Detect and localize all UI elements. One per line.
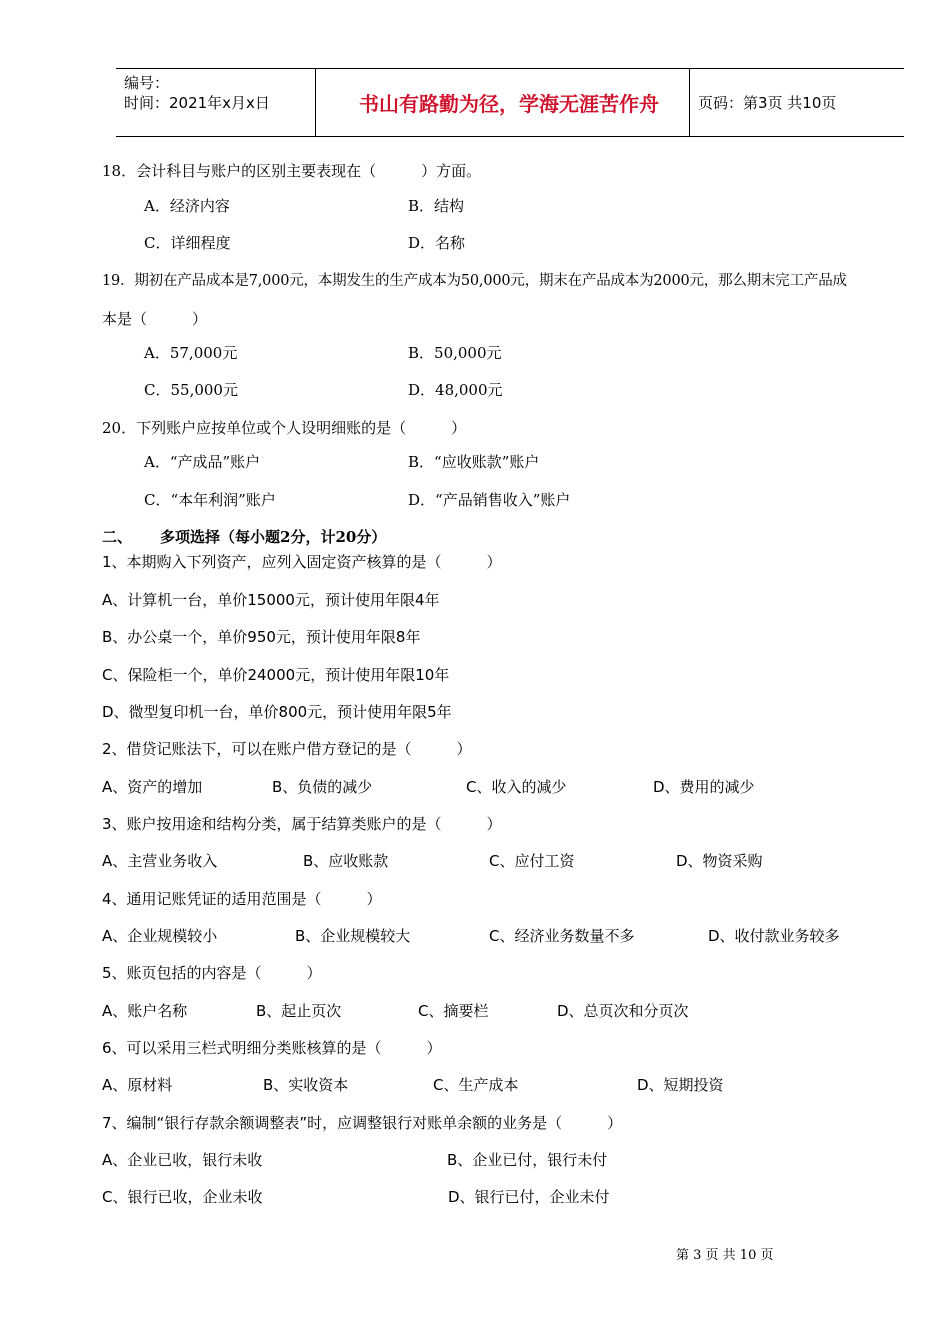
mc-7-option-c: C、银行已收，企业未收 xyxy=(102,1188,263,1206)
mc-6-option-c: C、生产成本 xyxy=(433,1076,519,1094)
mc-3-option-a: A、主营业务收入 xyxy=(102,852,218,870)
page-header xyxy=(116,68,904,137)
question-19-stem-continued: 本是（ ） xyxy=(102,310,208,328)
time-label: 时间：2021年x月x日 xyxy=(124,94,270,112)
header-motto: 书山有路勤为径，学海无涯苦作舟 xyxy=(359,92,659,116)
question-20-option-d: D．“产品销售收入”账户 xyxy=(408,491,571,509)
mc-2-option-b: B、负债的减少 xyxy=(272,778,373,796)
mc-3-option-d: D、物资采购 xyxy=(676,852,763,870)
mc-3-option-b: B、应收账款 xyxy=(303,852,389,870)
question-18-option-d: D．名称 xyxy=(408,234,466,252)
question-19-option-c: C．55,000元 xyxy=(144,381,238,399)
mc-5-option-d: D、总页次和分页次 xyxy=(557,1002,689,1020)
mc-4-option-a: A、企业规模较小 xyxy=(102,927,218,945)
question-19-option-b: B．50,000元 xyxy=(408,344,502,362)
mc-7-option-d: D、银行已付，企业未付 xyxy=(448,1188,610,1206)
mc-1-option-c: C、保险柜一个，单价24000元，预计使用年限10年 xyxy=(102,666,450,684)
header-divider xyxy=(315,69,316,136)
mc-5-option-c: C、摘要栏 xyxy=(418,1002,489,1020)
question-20-option-b: B．“应收账款”账户 xyxy=(408,453,540,471)
question-18-option-c: C．详细程度 xyxy=(144,234,231,252)
mc-7-option-b: B、企业已付，银行未付 xyxy=(447,1151,608,1169)
mc-1-option-a: A、计算机一台，单价15000元，预计使用年限4年 xyxy=(102,591,440,609)
section-number: 二、 xyxy=(102,528,133,546)
mc-1-option-d: D、微型复印机一台，单价800元，预计使用年限5年 xyxy=(102,703,452,721)
mc-1-option-b: B、办公桌一个，单价950元，预计使用年限8年 xyxy=(102,628,421,646)
mc-2-stem: 2、借贷记账法下，可以在账户借方登记的是（ ） xyxy=(102,740,472,758)
question-19-option-a: A．57,000元 xyxy=(144,344,238,362)
mc-2-option-d: D、费用的减少 xyxy=(653,778,755,796)
question-20-option-a: A．“产成品”账户 xyxy=(144,453,261,471)
question-18-option-a: A．经济内容 xyxy=(144,197,230,215)
mc-5-stem: 5、账页包括的内容是（ ） xyxy=(102,964,322,982)
mc-6-option-d: D、短期投资 xyxy=(637,1076,724,1094)
section-title: 多项选择（每小题2分，计20分） xyxy=(160,528,387,546)
mc-3-stem: 3、账户按用途和结构分类，属于结算类账户的是（ ） xyxy=(102,815,502,833)
mc-4-option-b: B、企业规模较大 xyxy=(295,927,411,945)
mc-4-option-c: C、经济业务数量不多 xyxy=(489,927,635,945)
mc-4-stem: 4、通用记账凭证的适用范围是（ ） xyxy=(102,890,382,908)
mc-2-option-c: C、收入的减少 xyxy=(466,778,567,796)
mc-7-stem: 7、编制“银行存款余额调整表”时，应调整银行对账单余额的业务是（ ） xyxy=(102,1114,623,1132)
mc-3-option-c: C、应付工资 xyxy=(489,852,575,870)
mc-6-option-b: B、实收资本 xyxy=(263,1076,349,1094)
question-20-stem: 20．下列账户应按单位或个人设明细账的是（ ） xyxy=(102,419,467,437)
mc-6-option-a: A、原材料 xyxy=(102,1076,173,1094)
number-label: 编号： xyxy=(124,74,170,92)
mc-6-stem: 6、可以采用三栏式明细分类账核算的是（ ） xyxy=(102,1039,442,1057)
mc-2-option-a: A、资产的增加 xyxy=(102,778,203,796)
question-19-option-d: D．48,000元 xyxy=(408,381,503,399)
page-footer: 第 3 页 共 10 页 xyxy=(676,1248,774,1263)
question-18-stem: 18．会计科目与账户的区别主要表现在（ ）方面。 xyxy=(102,162,482,180)
question-20-option-c: C．“本年利润”账户 xyxy=(144,491,276,509)
header-page-info: 页码：第3页 共10页 xyxy=(698,94,837,112)
header-meta xyxy=(124,73,270,113)
question-18-option-b: B．结构 xyxy=(408,197,465,215)
mc-7-option-a: A、企业已收，银行未收 xyxy=(102,1151,263,1169)
question-19-stem: 19．期初在产品成本是7,000元，本期发生的生产成本为50,000元，期末在产品成本为2000元，那么期末完工产品成 xyxy=(102,273,847,289)
mc-1-stem: 1、本期购入下列资产，应列入固定资产核算的是（ ） xyxy=(102,553,502,571)
mc-5-option-a: A、账户名称 xyxy=(102,1002,188,1020)
mc-4-option-d: D、收付款业务较多 xyxy=(708,927,840,945)
header-divider xyxy=(689,69,690,136)
mc-5-option-b: B、起止页次 xyxy=(256,1002,342,1020)
